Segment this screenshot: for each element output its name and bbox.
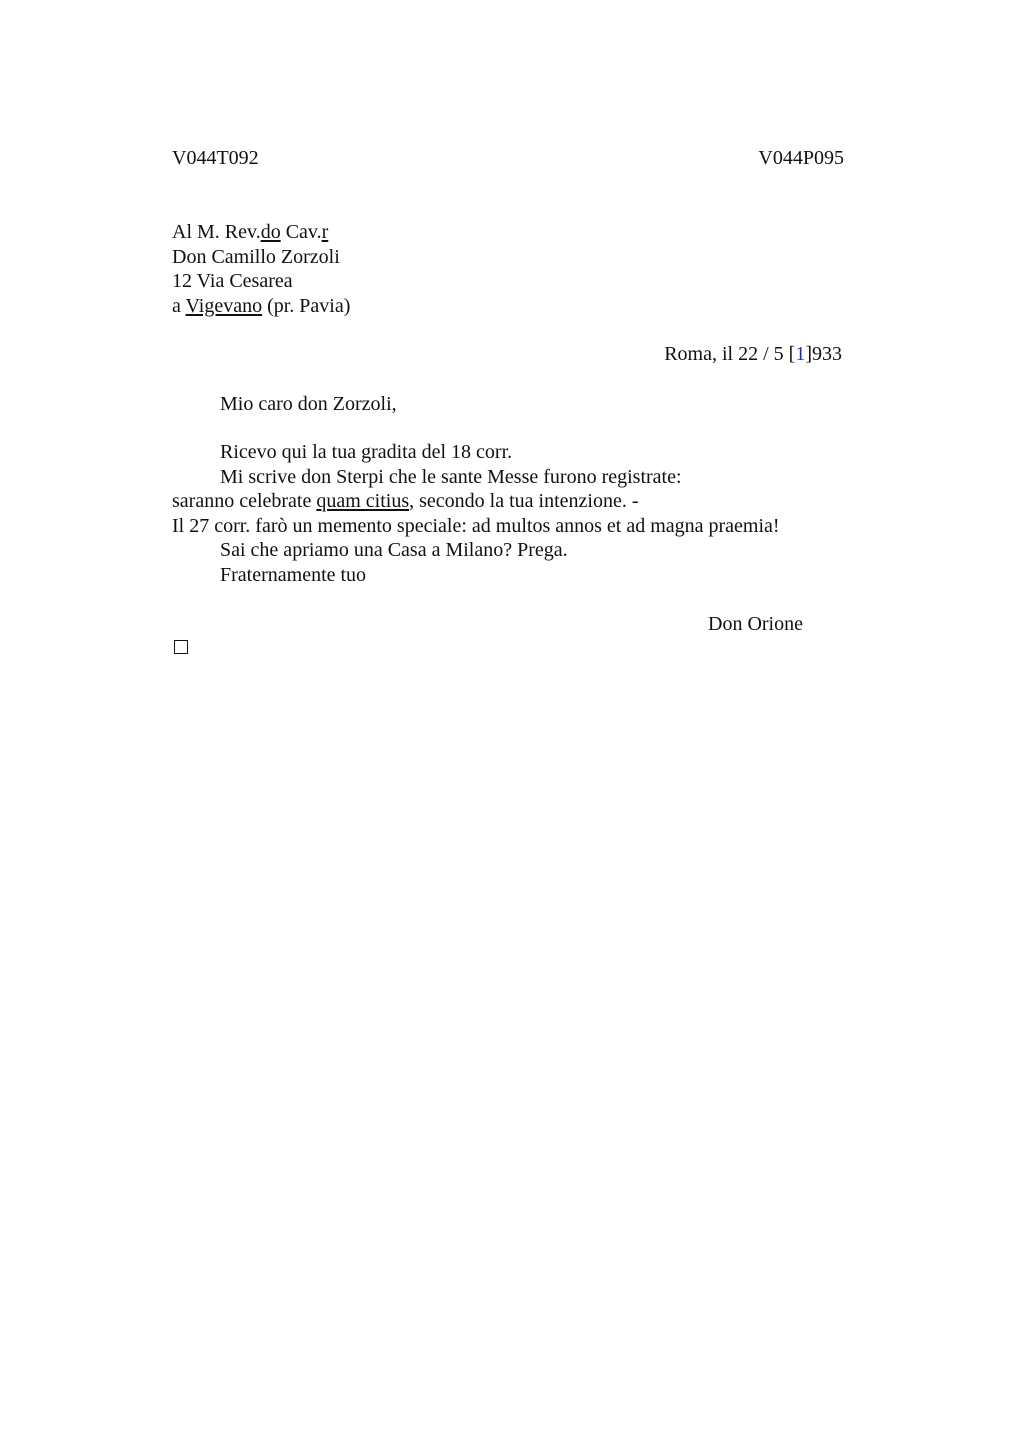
end-marker-icon [174, 640, 188, 654]
paragraph-2: Mi scrive don Sterpi che le sante Messe furono registrate: [220, 466, 682, 488]
paragraph-1: Ricevo qui la tua gradita del 18 corr. [220, 441, 513, 463]
paragraph-3: saranno celebrate quam citius, secondo la tua intenzione. - [172, 490, 639, 512]
paragraph-4: Il 27 corr. farò un memento speciale: ad multos annos et ad magna praemia! [172, 515, 780, 537]
signature: Don Orione [708, 613, 803, 635]
address-line-4: a Vigevano (pr. Pavia) [172, 295, 351, 317]
address-line-2: Don Camillo Zorzoli [172, 246, 340, 268]
address-line-3: 12 Via Cesarea [172, 270, 293, 292]
address-line-1: Al M. Rev.do Cav.r [172, 221, 329, 243]
paragraph-5: Sai che apriamo una Casa a Milano? Prega. [220, 539, 568, 561]
salutation: Mio caro don Zorzoli, [220, 393, 397, 415]
closing: Fraternamente tuo [220, 564, 367, 586]
letter-date: Roma, il 22 / 5 [1]933 [664, 343, 842, 365]
document-code-right: V044P095 [758, 147, 844, 169]
document-code-left: V044T092 [172, 147, 259, 169]
